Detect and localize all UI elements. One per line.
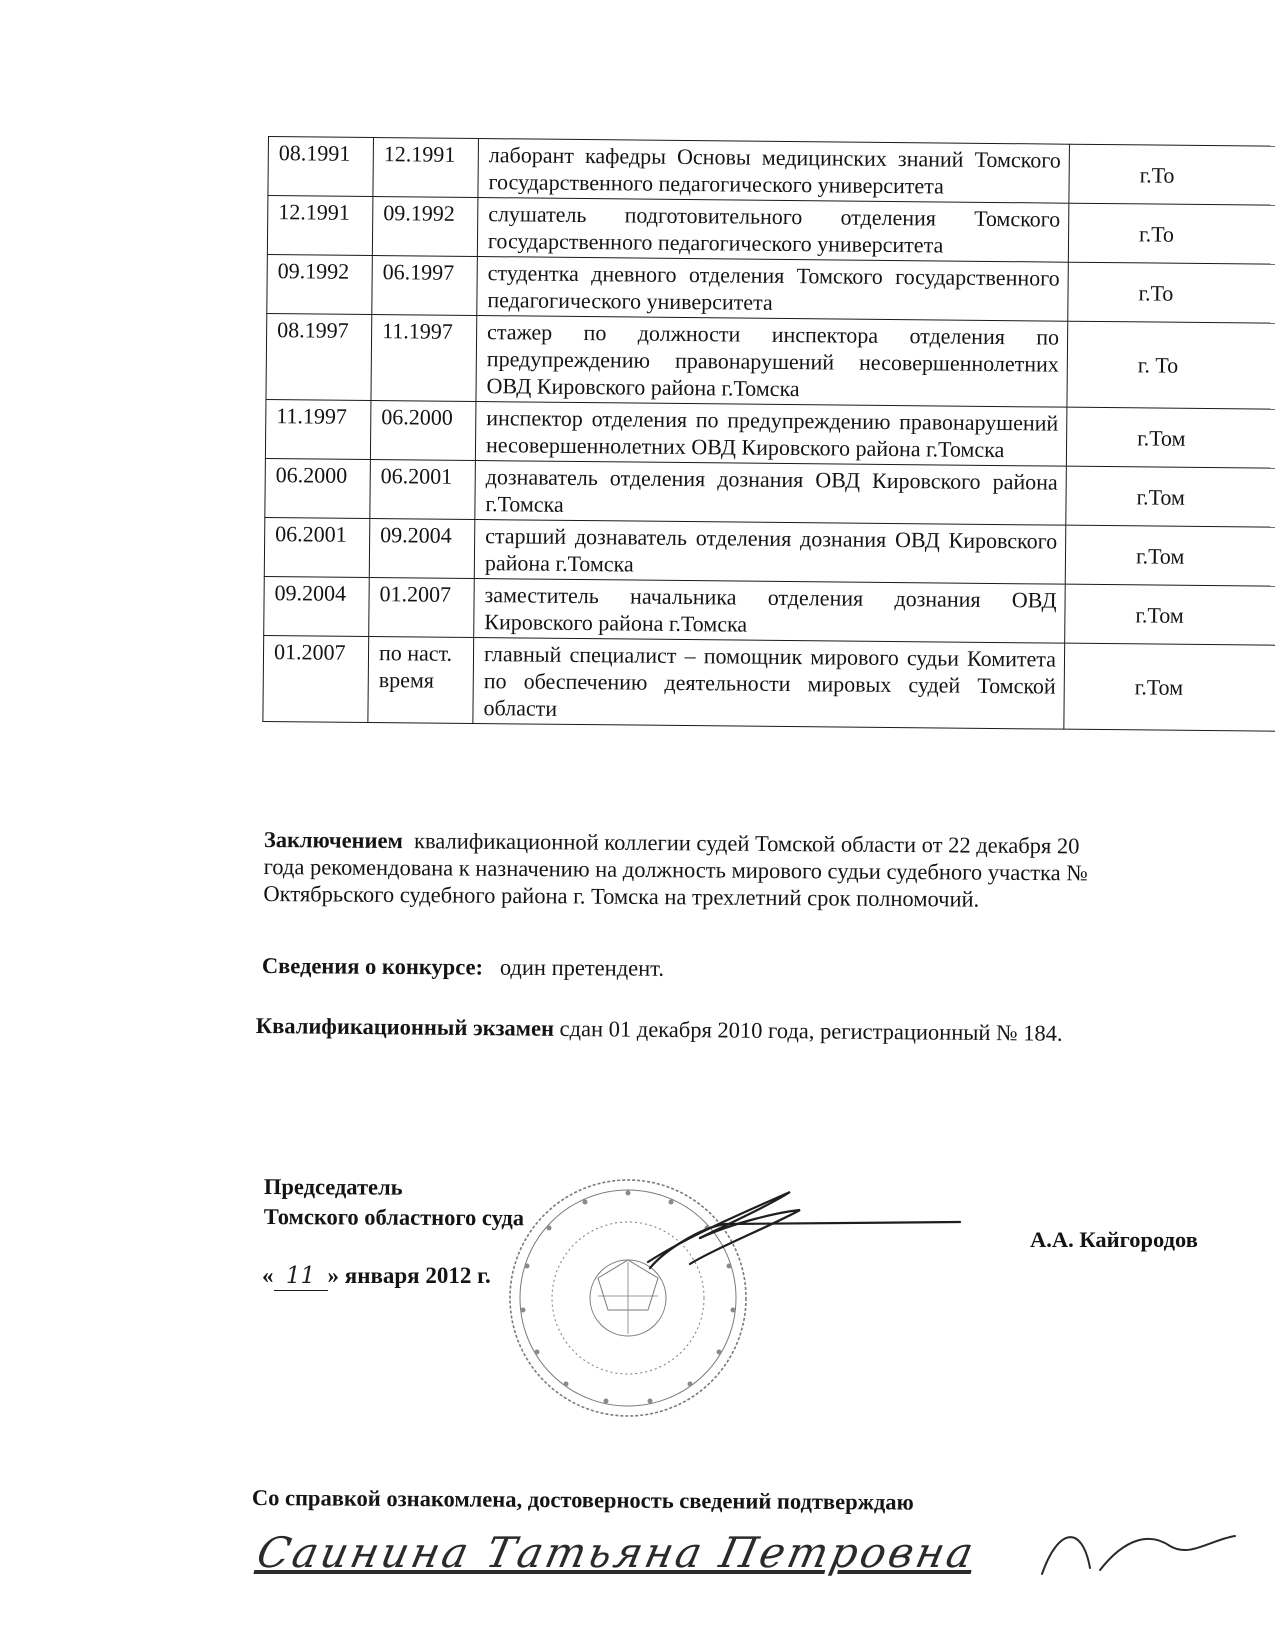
date-day: 11 <box>274 1263 328 1291</box>
city-cell: г.То <box>1068 262 1275 323</box>
chairman-title-line-2: Томского областного суда <box>263 1203 525 1231</box>
date-to: 06.1997 <box>372 256 478 316</box>
date-to: по наст. время <box>368 636 474 723</box>
conclusion-label: Заключением <box>263 826 403 854</box>
exam-label: Квалификационный экзамен <box>255 1012 555 1041</box>
position-cell: заместитель начальника отделения дознания ОВД Кировского района г.Томска <box>474 579 1066 644</box>
date-to: 06.2000 <box>370 401 476 461</box>
position-cell: инспектор отделения по предупреждению правонарушений несовершеннолетних ОВД Кировского района г.Томска <box>475 402 1067 467</box>
date-from: 09.2004 <box>264 576 370 636</box>
table-row <box>263 635 1275 731</box>
position-cell: лаборант кафедры Основы медицинских знаний Томского государственного педагогического университета <box>478 139 1070 204</box>
date-open-quote: « <box>262 1263 274 1288</box>
city-cell: г.Том <box>1064 643 1275 731</box>
position-cell: слушатель подготовительного отделения Томского государственного педагогического университета <box>477 198 1069 263</box>
table-row <box>268 137 1275 206</box>
conclusion-line-3: Октябрьского судебного района г. Томска на трехлетний срок полномочий. <box>263 880 980 912</box>
career-table-wrapper <box>262 136 1275 732</box>
position-cell: старший дознаватель отделения дознания ОВД Кировского района г.Томска <box>474 520 1066 585</box>
table-row <box>267 254 1275 323</box>
chairman-name: А.А. Кайгородов <box>1030 1227 1198 1252</box>
conclusion-paragraph <box>263 826 1274 915</box>
chairman-title-line-1: Председатель <box>263 1174 403 1200</box>
date-from: 06.2000 <box>265 458 371 518</box>
position-cell: главный специалист – помощник мирового судьи Комитета по обеспечению деятельности мировых судей Томской области <box>473 637 1065 729</box>
date-to: 09.1992 <box>372 197 478 257</box>
chairman-title <box>264 1172 525 1233</box>
acknowledgement-text: Со справкой ознакомлена, достоверность сведений подтверждаю <box>251 1485 914 1515</box>
city-cell: г.Том <box>1066 407 1275 468</box>
date-from: 12.1991 <box>267 196 373 256</box>
date-rest: » января 2012 г. <box>327 1263 491 1288</box>
acknowledgement-signature-strokes <box>1042 1536 1235 1574</box>
position-cell: дознаватель отделения дознания ОВД Кировского района г.Томска <box>475 461 1067 526</box>
city-cell: г.То <box>1069 144 1275 205</box>
career-table <box>262 136 1275 732</box>
position-cell: стажер по должности инспектора отделения по предупреждению правонарушений несовершеннолетних ОВД Кировского района г.Томска <box>476 316 1068 408</box>
date-from: 06.2001 <box>264 517 370 577</box>
date-from: 01.2007 <box>263 635 369 722</box>
city-cell: г.Том <box>1066 466 1275 527</box>
date-to: 01.2007 <box>369 577 475 637</box>
contest-info <box>262 952 664 982</box>
table-row <box>264 576 1275 645</box>
date-from: 11.1997 <box>265 399 371 459</box>
exam-text: сдан 01 декабря 2010 года, регистрационный № 184. <box>559 1015 1063 1046</box>
city-cell: г.Том <box>1065 584 1275 645</box>
official-seal-stamp <box>510 1180 746 1416</box>
date-to: 09.2004 <box>369 518 475 578</box>
table-row <box>265 458 1275 527</box>
conclusion-line-2: года рекомендована к назначению на должность мирового судьи судебного участка № <box>263 853 1088 886</box>
city-cell: г.Том <box>1065 525 1275 586</box>
city-cell: г.То <box>1068 203 1275 264</box>
date-from: 08.1991 <box>268 137 374 197</box>
handwritten-acknowledgement: Саинина Татьяна Петровна <box>252 1528 981 1577</box>
table-row <box>266 313 1275 409</box>
signature-date <box>262 1262 491 1291</box>
date-to: 12.1991 <box>373 138 479 198</box>
date-from: 08.1997 <box>266 313 372 400</box>
date-to: 11.1997 <box>371 315 477 402</box>
exam-info <box>256 1012 1063 1047</box>
table-row <box>267 196 1275 265</box>
table-row <box>264 517 1275 586</box>
contest-label: Сведения о конкурсе: <box>261 953 484 980</box>
table-row <box>265 399 1275 468</box>
city-cell: г. То <box>1067 321 1275 409</box>
position-cell: студентка дневного отделения Томского государственного педагогического университета <box>477 257 1069 322</box>
contest-value: один претендент. <box>499 954 665 981</box>
date-to: 06.2001 <box>370 459 476 519</box>
conclusion-text-1: квалификационной коллегии судей Томской области от 22 декабря 20 <box>414 828 1080 859</box>
date-from: 09.1992 <box>267 254 373 314</box>
chairman-signature-strokes <box>648 1192 960 1268</box>
